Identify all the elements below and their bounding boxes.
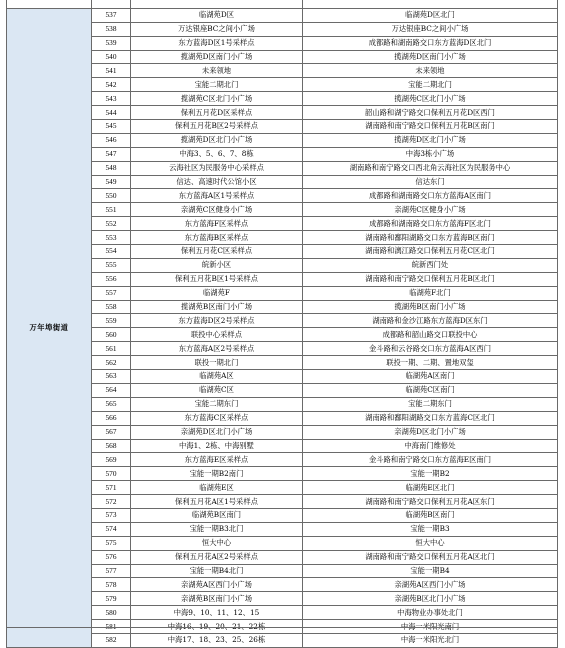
row-number-cell: 578: [92, 578, 131, 592]
row-number-cell: 574: [92, 522, 131, 536]
row-number-cell: 540: [92, 50, 131, 64]
site-address-cell: 湖南路和南宁路交口保利五月花B区南门: [303, 120, 558, 134]
site-name-cell: 临湖苑C区: [131, 383, 303, 397]
row-number-cell: 573: [92, 508, 131, 522]
row-number-cell: 561: [92, 342, 131, 356]
row-number-cell: 569: [92, 453, 131, 467]
site-name-cell: 中海17、18、23、25、26栋: [131, 633, 303, 647]
site-name-cell: 东方蓝海A区1号采样点: [131, 189, 303, 203]
site-address-cell: 湖南路和漓江路交口保利五月花C区北门: [303, 245, 558, 259]
row-number-cell: 560: [92, 328, 131, 342]
row-number-cell: 582: [92, 633, 131, 647]
site-address-cell: 中海物业办事处北门: [303, 606, 558, 620]
site-address-cell: 湖南路和南宁路交口西北角云海社区为民服务中心: [303, 161, 558, 175]
site-name-cell: 揽湖苑D区南门小广场: [131, 50, 303, 64]
site-name-cell: 临湖苑E区: [131, 481, 303, 495]
site-address-cell: 湖南路和南宁路交口保利五月花A区东门: [303, 495, 558, 509]
site-address-cell: 亲湖苑D区北门小广场: [303, 425, 558, 439]
site-address-cell: 联投一期、二期、置地双玺: [303, 356, 558, 370]
site-name-cell: 中海16、19、20、21、22栋: [131, 620, 303, 634]
site-address-cell: 信达东门: [303, 175, 558, 189]
row-number-cell: 552: [92, 217, 131, 231]
site-address-cell: 临湖苑F北门: [303, 286, 558, 300]
blank-cell: [92, 0, 131, 8]
row-number-cell: 555: [92, 258, 131, 272]
row-number-cell: 554: [92, 245, 131, 259]
site-name-cell: 东方蓝海E区采样点: [131, 453, 303, 467]
site-name-cell: 中海3、5、6、7、8栋: [131, 147, 303, 161]
site-address-cell: 成都路和韶山路交口联投中心: [303, 328, 558, 342]
row-number-cell: 556: [92, 272, 131, 286]
site-name-cell: 联投一期北门: [131, 356, 303, 370]
site-address-cell: 中海一米阳光北门: [303, 633, 558, 647]
row-number-cell: 539: [92, 36, 131, 50]
site-name-cell: 保利五月花A区2号采样点: [131, 550, 303, 564]
site-address-cell: 宝能二期北门: [303, 78, 558, 92]
row-number-cell: 568: [92, 439, 131, 453]
site-name-cell: 亲湖苑B区南门小广场: [131, 592, 303, 606]
site-name-cell: 东方蓝海D区2号采样点: [131, 314, 303, 328]
row-number-cell: 557: [92, 286, 131, 300]
site-name-cell: 未来领地: [131, 64, 303, 78]
site-name-cell: 联投中心采样点: [131, 328, 303, 342]
site-name-cell: 宝能二期东门: [131, 397, 303, 411]
site-name-cell: 信达、高速时代公馆小区: [131, 175, 303, 189]
row-number-cell: 564: [92, 383, 131, 397]
row-number-cell: 581: [92, 620, 131, 634]
site-name-cell: 宝能一期B4北门: [131, 564, 303, 578]
blank-cell: [131, 0, 303, 8]
row-number-cell: 548: [92, 161, 131, 175]
blank-cell: [7, 0, 92, 8]
site-address-cell: 揽湖苑B区南门小广场: [303, 300, 558, 314]
table-body: [7, 0, 558, 647]
site-address-cell: 万达银座BC之间小广场: [303, 22, 558, 36]
row-number-cell: 543: [92, 92, 131, 106]
site-name-cell: 东方蓝海B区采样点: [131, 231, 303, 245]
site-address-cell: 成都路和湖南路交口东方蓝海F区北门: [303, 217, 558, 231]
table-row: [7, 8, 558, 22]
row-number-cell: 580: [92, 606, 131, 620]
site-name-cell: 保利五月花C区采样点: [131, 245, 303, 259]
site-address-cell: 中海一米阳光南门: [303, 620, 558, 634]
site-address-cell: 揽湖苑D区南门小广场: [303, 50, 558, 64]
row-number-cell: 570: [92, 467, 131, 481]
row-number-cell: 541: [92, 64, 131, 78]
row-number-cell: 571: [92, 481, 131, 495]
site-address-cell: 恒大中心: [303, 536, 558, 550]
site-address-cell: 宝能一期B2: [303, 467, 558, 481]
site-address-cell: 湖南路和鄱阳湖路交口东方蓝海B区南门: [303, 231, 558, 245]
site-name-cell: 保利五月花B区1号采样点: [131, 272, 303, 286]
row-number-cell: 577: [92, 564, 131, 578]
site-name-cell: 临湖苑F: [131, 286, 303, 300]
row-number-cell: 551: [92, 203, 131, 217]
row-number-cell: 579: [92, 592, 131, 606]
site-name-cell: 宝能一期B3北门: [131, 522, 303, 536]
table-row-top-partial: [7, 0, 558, 8]
row-number-cell: 559: [92, 314, 131, 328]
row-number-cell: 562: [92, 356, 131, 370]
street-name-cell: 万年埠街道: [7, 8, 92, 647]
row-number-cell: 572: [92, 495, 131, 509]
site-address-cell: 成都路和湖南路交口东方蓝海D区北门: [303, 36, 558, 50]
site-address-cell: 金斗路和南宁路交口东方蓝海E区南门: [303, 453, 558, 467]
site-address-cell: 中海3栋小广场: [303, 147, 558, 161]
site-name-cell: 东方蓝海F区采样点: [131, 217, 303, 231]
site-name-cell: 保利五月花D区采样点: [131, 106, 303, 120]
row-number-cell: 566: [92, 411, 131, 425]
row-number-cell: 553: [92, 231, 131, 245]
site-name-cell: 云海社区为民服务中心采样点: [131, 161, 303, 175]
site-address-cell: 湖南路和金沙江路东方蓝海D区东门: [303, 314, 558, 328]
row-number-cell: 538: [92, 22, 131, 36]
site-address-cell: 湖南路和南宁路交口保利五月花B区北门: [303, 272, 558, 286]
row-number-cell: 544: [92, 106, 131, 120]
site-address-cell: 揽湖苑D区北门小广场: [303, 133, 558, 147]
site-name-cell: 亲湖苑D区北门小广场: [131, 425, 303, 439]
site-name-cell: 东方蓝海A区2号采样点: [131, 342, 303, 356]
row-number-cell: 575: [92, 536, 131, 550]
site-address-cell: 临湖苑A区南门: [303, 370, 558, 384]
site-name-cell: 揽湖苑D区北门小广场: [131, 133, 303, 147]
site-address-cell: 临湖苑B区南门: [303, 508, 558, 522]
site-name-cell: 东方蓝海D区1号采样点: [131, 36, 303, 50]
row-number-cell: 563: [92, 370, 131, 384]
site-address-cell: 临湖苑D区北门: [303, 8, 558, 22]
site-name-cell: 万达银座BC之间小广场: [131, 22, 303, 36]
site-name-cell: 临湖苑D区: [131, 8, 303, 22]
blank-cell: [303, 0, 558, 8]
site-address-cell: 皖新西门处: [303, 258, 558, 272]
site-address-cell: 未来领地: [303, 64, 558, 78]
site-address-cell: 亲湖苑A区西门小广场: [303, 578, 558, 592]
site-name-cell: 揽湖苑C区北门小广场: [131, 92, 303, 106]
site-address-cell: 湖南路和南宁路交口保利五月花A区北门: [303, 550, 558, 564]
row-number-cell: 558: [92, 300, 131, 314]
site-address-cell: 成都路和湖南路交口东方蓝海A区南门: [303, 189, 558, 203]
site-address-cell: 亲湖苑C区健身小广场: [303, 203, 558, 217]
site-name-cell: 保利五月花B区2号采样点: [131, 120, 303, 134]
row-number-cell: 549: [92, 175, 131, 189]
row-number-cell: 545: [92, 120, 131, 134]
site-name-cell: 保利五月花A区1号采样点: [131, 495, 303, 509]
site-address-cell: 宝能二期东门: [303, 397, 558, 411]
site-address-cell: 湖南路和鄱阳湖路交口东方蓝海C区北门: [303, 411, 558, 425]
site-name-cell: 宝能二期北门: [131, 78, 303, 92]
row-number-cell: 542: [92, 78, 131, 92]
site-address-cell: 韶山路和湖宁路交口保利五月花D区西门: [303, 106, 558, 120]
row-number-cell: 550: [92, 189, 131, 203]
site-name-cell: 中海9、10、11、12、15: [131, 606, 303, 620]
site-address-cell: 中海南门维修处: [303, 439, 558, 453]
site-address-cell: 宝能一期B3: [303, 522, 558, 536]
site-name-cell: 亲湖苑A区西门小广场: [131, 578, 303, 592]
site-name-cell: 亲湖苑C区健身小广场: [131, 203, 303, 217]
site-name-cell: 皖新小区: [131, 258, 303, 272]
bottom-rule: [6, 627, 557, 631]
row-number-cell: 546: [92, 133, 131, 147]
site-name-cell: 临湖苑B区南门: [131, 508, 303, 522]
site-name-cell: 临湖苑A区: [131, 370, 303, 384]
testing-site-table: [6, 0, 558, 648]
row-number-cell: 537: [92, 8, 131, 22]
site-name-cell: 揽湖苑B区南门小广场: [131, 300, 303, 314]
site-address-cell: 临湖苑C区南门: [303, 383, 558, 397]
site-address-cell: 揽湖苑C区北门小广场: [303, 92, 558, 106]
site-name-cell: 宝能一期B2南门: [131, 467, 303, 481]
row-number-cell: 576: [92, 550, 131, 564]
row-number-cell: 547: [92, 147, 131, 161]
site-name-cell: 恒大中心: [131, 536, 303, 550]
site-name-cell: 中海1、2栋、中海别墅: [131, 439, 303, 453]
row-number-cell: 567: [92, 425, 131, 439]
site-address-cell: 临湖苑E区北门: [303, 481, 558, 495]
row-number-cell: 565: [92, 397, 131, 411]
site-address-cell: 宝能一期B4: [303, 564, 558, 578]
site-address-cell: 亲湖苑B区北门小广场: [303, 592, 558, 606]
site-address-cell: 金斗路和云谷路交口东方蓝海A区西门: [303, 342, 558, 356]
site-name-cell: 东方蓝海C区采样点: [131, 411, 303, 425]
